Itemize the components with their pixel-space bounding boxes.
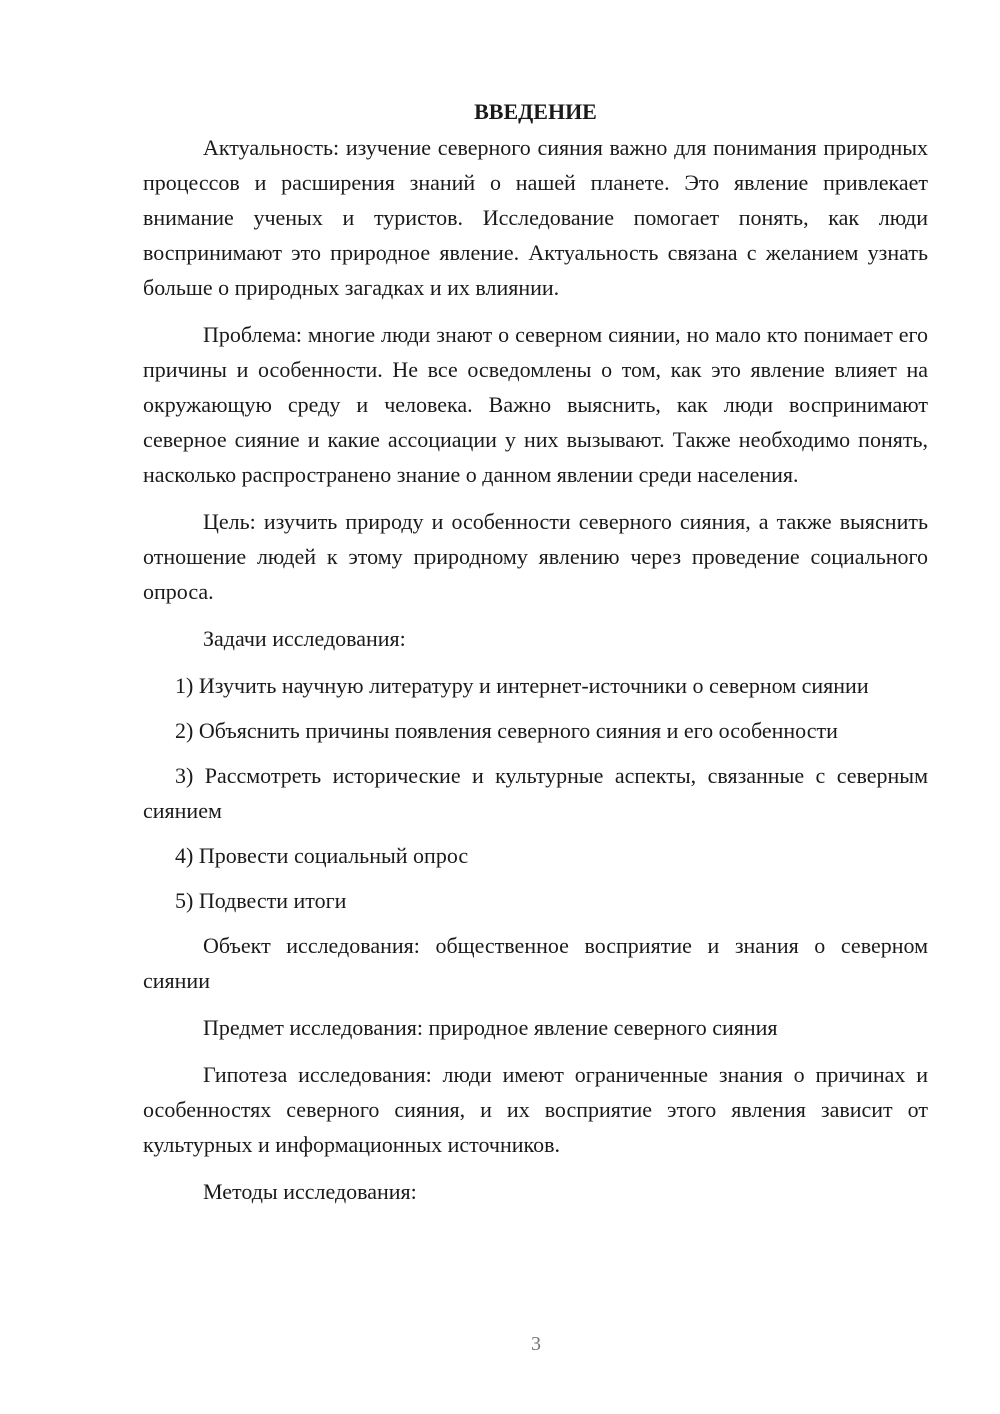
page-title: ВВЕДЕНИЕ [474, 99, 597, 124]
paragraph-methods: Методы исследования: [203, 1179, 417, 1204]
task-item-1: 1) Изучить научную литературу и интернет-источники о северном сиянии [175, 673, 869, 698]
paragraph-problem: Проблема: многие люди знают о северном сиянии, но мало кто понимает его причины и особенности. Не все осведомлены о том, как это явление влияет на окружающую среду и человека. Важно выяснить, как люди воспринимают северное сияние и какие ассоциации у них вызывают. Также необходимо понять, насколько распространено знание о данном явлении среди населения. [143, 322, 928, 487]
task-item-3: 3) Рассмотреть исторические и культурные аспекты, связанные с северным сиянием [143, 763, 928, 823]
paragraph-tasks-heading: Задачи исследования: [203, 626, 406, 651]
paragraph-object: Объект исследования: общественное восприятие и знания о северном сиянии [143, 933, 928, 993]
paragraph-relevance: Актуальность: изучение северного сияния важно для понимания природных процессов и расширения знаний о нашей планете. Это явление привлекает внимание ученых и туристов. Исследование помогает понять, как люди воспринимают это природное явление. Актуальность связана с желанием узнать больше о природных загадках и их влиянии. [143, 135, 928, 300]
task-item-4: 4) Провести социальный опрос [175, 843, 469, 868]
document-page [143, 94, 928, 1221]
paragraph-hypothesis: Гипотеза исследования: люди имеют ограниченные знания о причинах и особенностях северного сияния, и их восприятие этого явления зависит от культурных и информационных источников. [143, 1062, 928, 1157]
page-number: 3 [531, 1333, 541, 1355]
paragraph-subject: Предмет исследования: природное явление северного сияния [203, 1015, 778, 1040]
paragraph-goal: Цель: изучить природу и особенности северного сияния, а также выяснить отношение людей к этому природному явлению через проведение социального опроса. [143, 509, 928, 604]
task-item-5: 5) Подвести итоги [175, 888, 347, 913]
task-item-2: 2) Объяснить причины появления северного сияния и его особенности [175, 718, 838, 743]
